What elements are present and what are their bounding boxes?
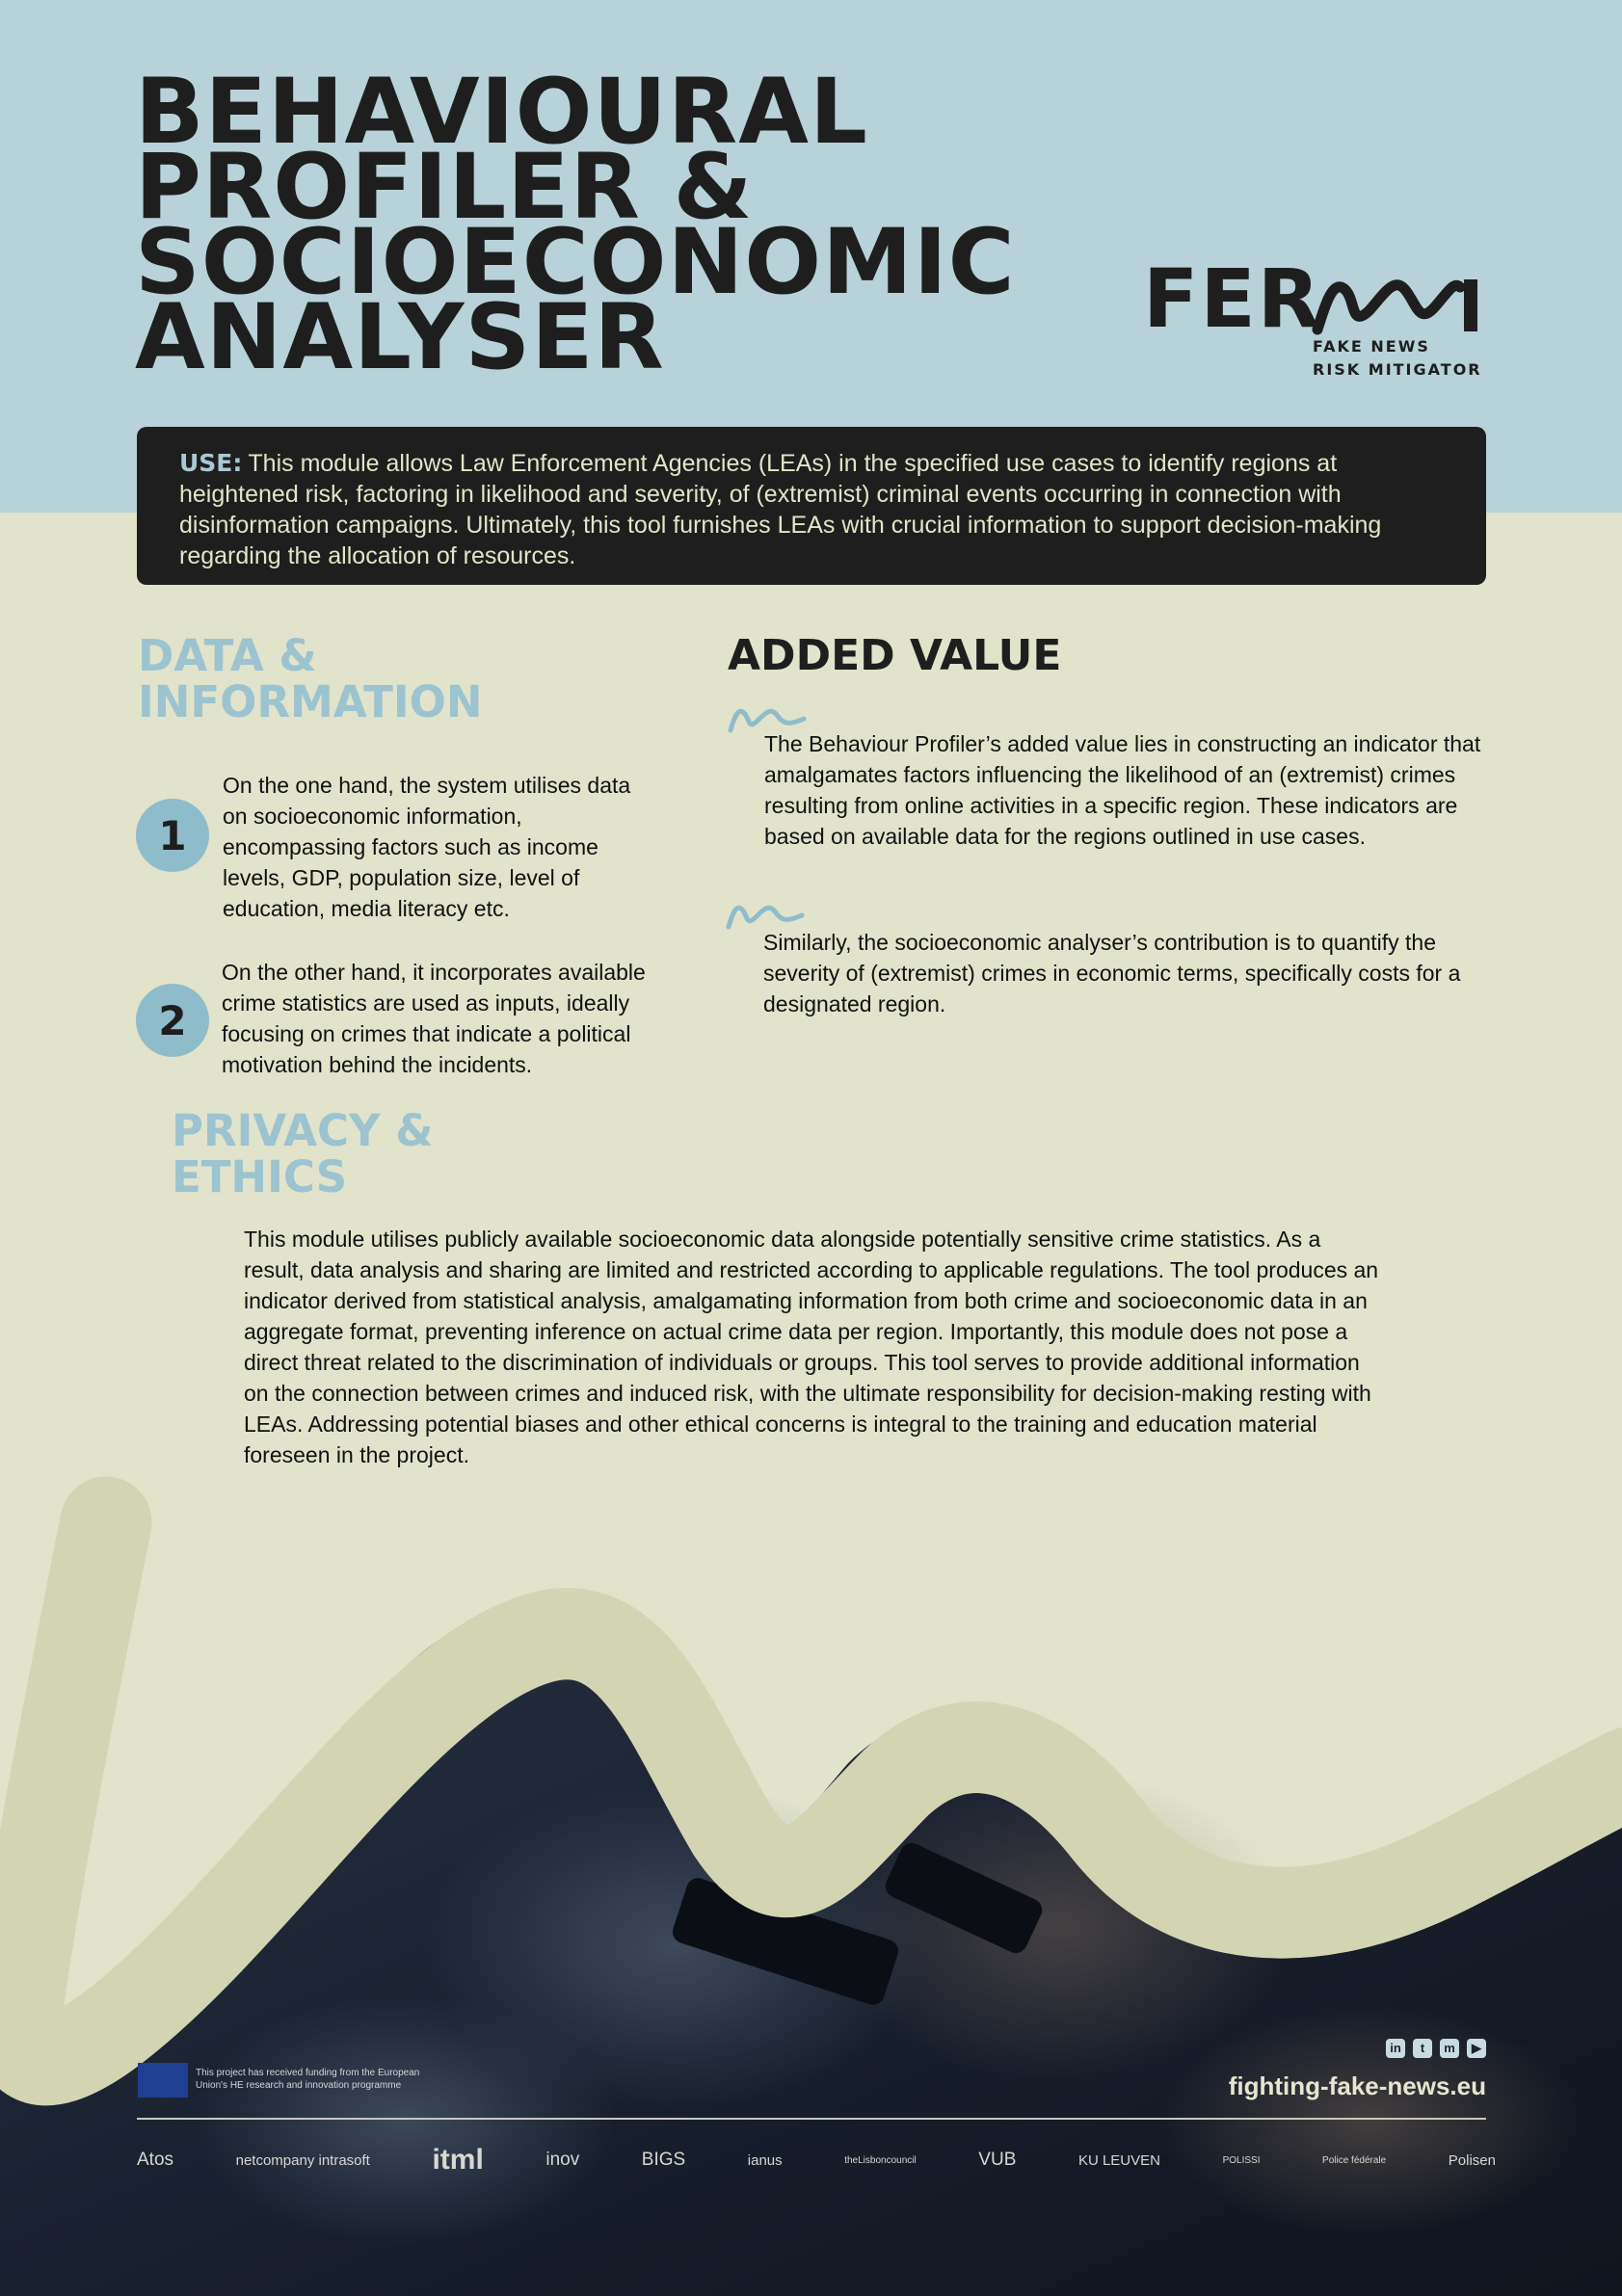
website-link[interactable]: fighting-fake-news.eu	[1228, 2072, 1486, 2100]
use-box	[137, 427, 1486, 585]
number-badge-1: 1	[136, 799, 209, 872]
partner-logo: Police fédérale	[1322, 2154, 1387, 2166]
data-info-heading: DATA & INFORMATION	[138, 630, 483, 727]
partner-logo: KU LEUVEN	[1077, 2151, 1160, 2169]
privacy-ethics-text: This module utilises publicly available socioeconomic data alongside potentially sensitive crime statistics. As a result, data analysis and sharing are limited and restricted according to applicable regulations. The tool produces an indicator derived from statistical analysis, amalgamating information from both crime and socioeconomic data in an aggregate format, preventing inference on actual crime data per region. Importantly, this module does not pose a direct threat related to the discrimination of individuals or groups. This tool serves to provide additional information on the connection between crimes and induced risk, with the ultimate responsibility for decision-making resting with LEAs. Addressing potential biases and other ethical concerns is integral to the training and education material foreseen in the project.	[244, 1227, 1379, 1467]
data-item-1-text: On the one hand, the system utilises data on socioeconomic information, encompassing factors such as income levels, GDP, population size, level of education, media literacy etc.	[223, 773, 631, 921]
added-value-paragraph-2: Similarly, the socioeconomic analyser’s contribution is to quantify the severity of (extremist) crimes in economic terms, specifically costs for a designated region.	[763, 930, 1461, 1016]
twitter-icon[interactable]: t	[1413, 2039, 1432, 2058]
title-line-4: ANALYSER	[135, 285, 665, 390]
logo-word: FER	[1143, 251, 1322, 346]
mastodon-icon[interactable]: m	[1440, 2039, 1459, 2058]
youtube-icon[interactable]: ▶	[1467, 2039, 1486, 2058]
use-description: USE: This module allows Law Enforcement Agencies (LEAs) in the specified use cases to identify regions at heightened risk, factoring in likelihood and severity, of (extremist) criminal events occurring in connection with disinformation campaigns. Ultimately, this tool furnishes LEAs with crucial information to support decision-making regarding the allocation of resources.	[179, 449, 1382, 569]
partner-logo: Polisen	[1448, 2151, 1496, 2169]
partner-logo: theLisboncouncil	[844, 2154, 917, 2166]
page-title	[135, 60, 1016, 390]
eu-flag-icon	[138, 2063, 188, 2098]
eu-funding	[138, 2063, 446, 2101]
partner-logo: inov	[545, 2150, 580, 2170]
added-value-heading: ADDED VALUE	[728, 631, 1062, 680]
title-line-1: BEHAVIOURAL	[135, 60, 868, 165]
data-item-2-text: On the other hand, it incorporates available crime statistics are used as inputs, ideally focusing on crimes that indicate a political motivation behind the incidents.	[222, 960, 646, 1077]
logo-squiggle-icon	[1312, 266, 1487, 337]
partner-logo: VUB	[978, 2150, 1017, 2170]
partner-logo: BIGS	[641, 2150, 686, 2170]
partner-logo: POLISSI	[1222, 2154, 1261, 2166]
title-line-3: SOCIOECONOMIC	[135, 210, 1016, 315]
partner-logo: ianus	[747, 2151, 783, 2169]
logo-tagline: FAKE NEWS RISK MITIGATOR	[1313, 337, 1482, 379]
number-badge-2: 2	[136, 984, 209, 1057]
squiggle-icon	[725, 898, 806, 931]
eu-funding-text: This project has received funding from the European Union's HE research and innovation programme	[196, 2068, 420, 2091]
partner-logo: itml	[432, 2144, 484, 2176]
partner-logos	[137, 2135, 1496, 2185]
social-links	[1386, 2039, 1486, 2058]
use-label: USE:	[179, 449, 243, 477]
fermi-logo	[1143, 251, 1486, 382]
footer-divider	[137, 2118, 1486, 2120]
title-line-2: PROFILER &	[135, 135, 754, 240]
linkedin-icon[interactable]: in	[1386, 2039, 1405, 2058]
partner-logo: Atos	[137, 2150, 174, 2170]
added-value-paragraph-1: The Behaviour Profiler’s added value lies in constructing an indicator that amalgamates factors influencing the likelihood of an (extremist) crimes resulting from online activities in a specific region. These indicators are based on available data for the regions outlined in use cases.	[764, 731, 1481, 849]
partner-logo: netcompany intrasoft	[235, 2151, 370, 2169]
privacy-ethics-heading: PRIVACY & ETHICS	[172, 1105, 434, 1202]
